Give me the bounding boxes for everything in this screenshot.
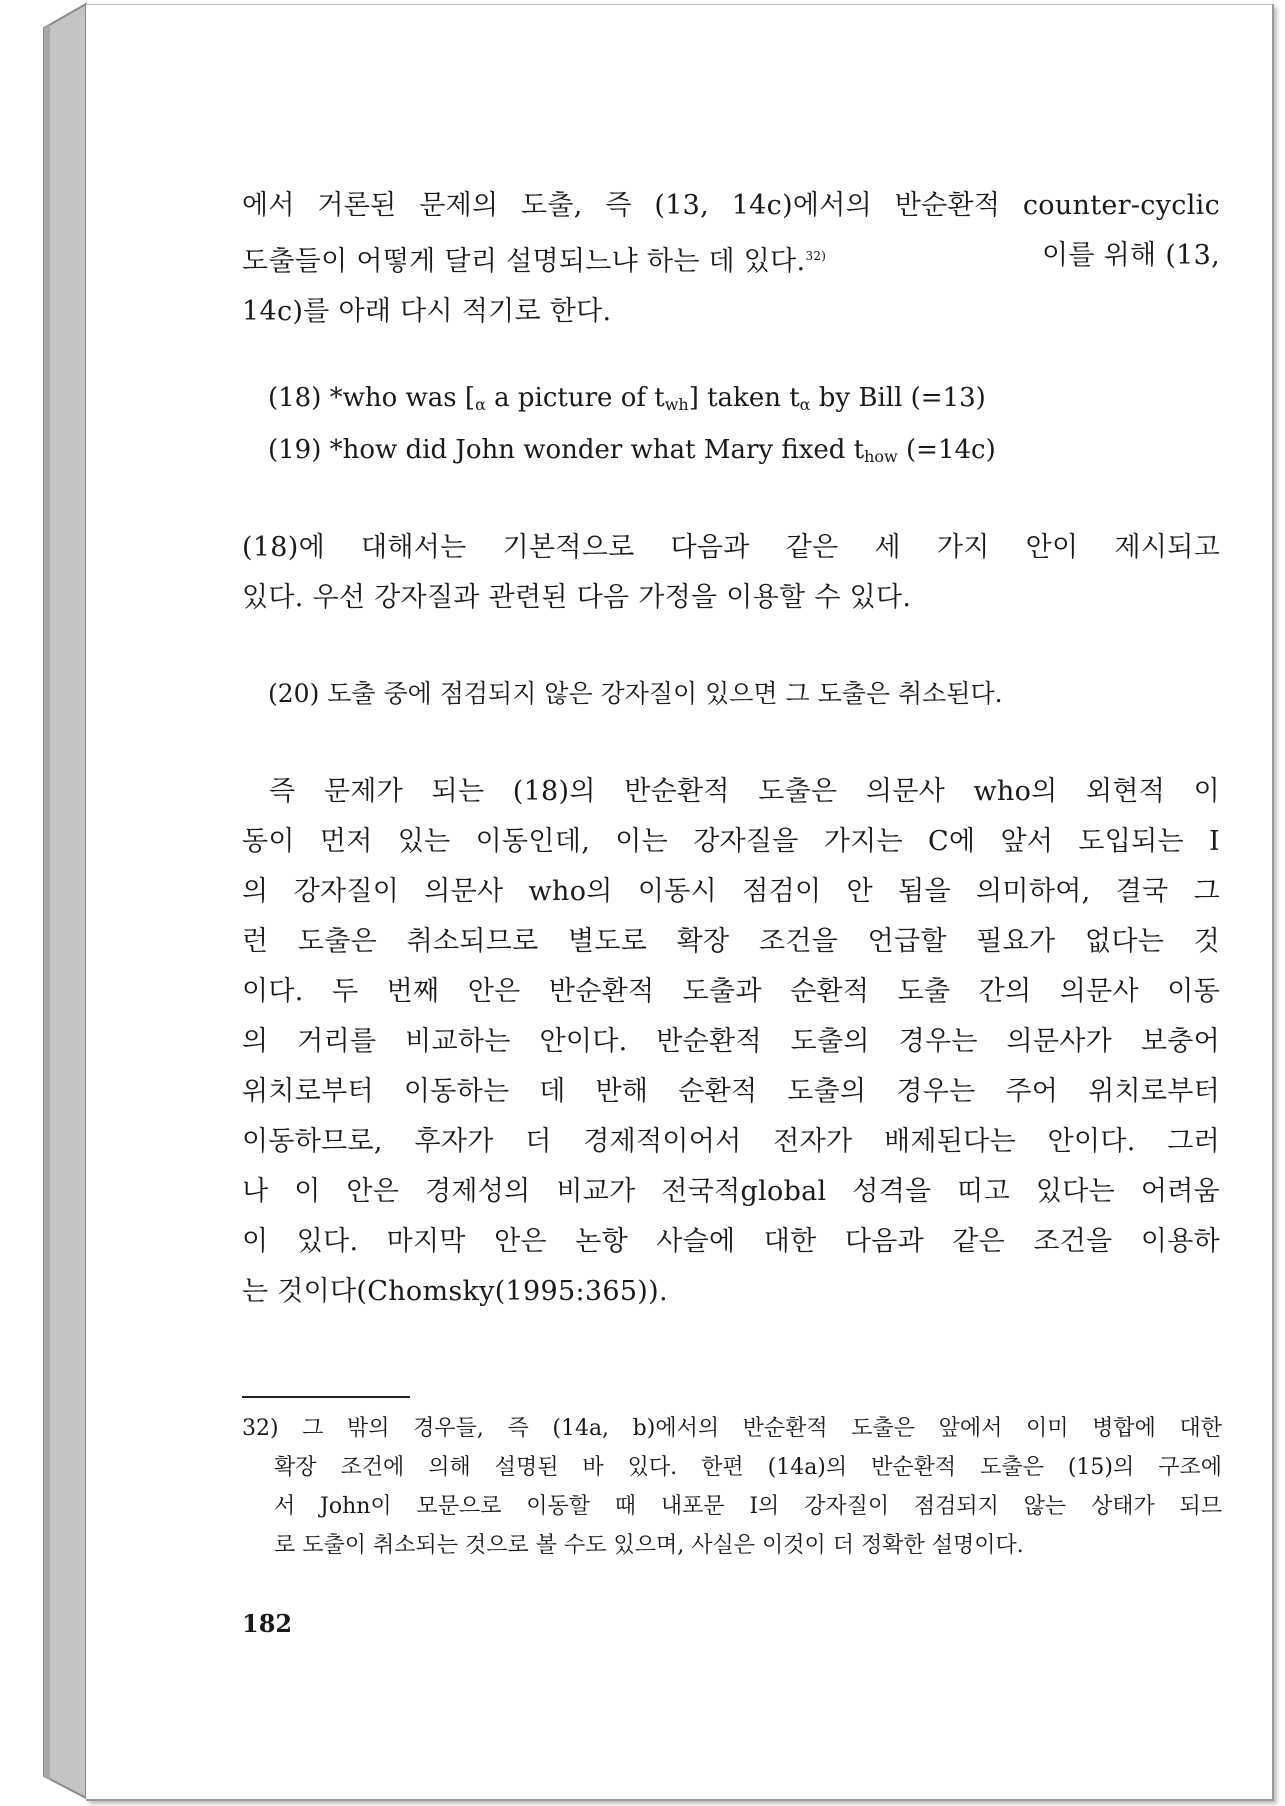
text-line: 즉 문제가 되는 (18)의 반순환적 도출은 의문사 who의 외현적 이 bbox=[269, 776, 1220, 807]
paragraph-3 bbox=[242, 767, 1220, 1317]
footnote-ref[interactable]: 32) bbox=[805, 249, 827, 263]
text-line: 이 있다. 마지막 안은 논항 사슬에 대한 다음과 같은 조건을 이용하 bbox=[242, 1226, 1220, 1257]
footnote-line: 확장 조건에 의해 설명된 바 있다. 한편 (14a)의 반순환적 도출은 (15)의 구조에 bbox=[274, 1455, 1222, 1480]
text-line: 이다. 두 번째 안은 반순환적 도출과 순환적 도출 간의 의문사 이동 bbox=[242, 976, 1220, 1007]
text-line: 이동하므로, 후자가 더 경제적이어서 전자가 배제된다는 안이다. 그러 bbox=[242, 1126, 1220, 1157]
book-page bbox=[86, 4, 1274, 1801]
text-line: 동이 먼저 있는 이동인데, 이는 강자질을 가지는 C에 앞서 도입되는 I bbox=[242, 826, 1220, 857]
text-line: 나 이 안은 경제성의 비교가 전국적global 성격을 띠고 있다는 어려움 bbox=[242, 1176, 1220, 1207]
text-segment: 도출들이 어떻게 달리 설명되느냐 하는 데 있다.$^{32)}$ bbox=[242, 246, 827, 277]
text-segment: 이를 위해 (13, bbox=[1042, 240, 1220, 271]
text-line: 있다. 우선 강자질과 관련된 다음 가정을 이용할 수 있다. bbox=[242, 582, 912, 613]
footnote-divider bbox=[242, 1396, 410, 1398]
text-line: 에서 거론된 문제의 도출, 즉 (13, 14c)에서의 반순환적 counter-cyclic bbox=[242, 190, 1220, 221]
footnote-32 bbox=[242, 1409, 1222, 1565]
text-line bbox=[242, 231, 1220, 287]
example-20: (20) 도출 중에 점검되지 않은 강자질이 있으면 그 도출은 취소된다. bbox=[268, 679, 1003, 708]
text-line: 런 도출은 취소되므로 별도로 확장 조건을 언급할 필요가 없다는 것 bbox=[242, 926, 1220, 957]
footnote-line: 로 도출이 취소되는 것으로 볼 수도 있으며, 사실은 이것이 더 정확한 설명이다. bbox=[274, 1533, 1024, 1558]
text-line: 는 것이다(Chomsky(1995:365)). bbox=[242, 1276, 668, 1307]
paragraph-1 bbox=[242, 181, 1220, 337]
footnote-line: 서 John이 모문으로 이동할 때 내포문 I의 강자질이 점검되지 않는 상태가 되므 bbox=[274, 1494, 1222, 1519]
footnote-line: 32) 그 밖의 경우들, 즉 (14a, b)에서의 반순환적 도출은 앞에서 이미 병합에 대한 bbox=[242, 1416, 1222, 1441]
paragraph-2 bbox=[242, 523, 1220, 623]
example-18: (18) *who was [$_\alpha$ a picture of $t_{wh}$] taken $t_\alpha$ by Bill (=13) bbox=[268, 383, 986, 414]
example-19: (19) *how did John wonder what Mary fixed $t_{how}$ (=14c) bbox=[268, 435, 996, 466]
text-line: (18)에 대해서는 기본적으로 다음과 같은 세 가지 안이 제시되고 bbox=[242, 532, 1220, 563]
text-line: 의 거리를 비교하는 안이다. 반순환적 도출의 경우는 의문사가 보충어 bbox=[242, 1026, 1220, 1057]
text-line: 위치로부터 이동하는 데 반해 순환적 도출의 경우는 주어 위치로부터 bbox=[242, 1076, 1220, 1107]
text-line: 의 강자질이 의문사 who의 이동시 점검이 안 됨을 의미하여, 결국 그 bbox=[242, 876, 1220, 907]
page-number: 182 bbox=[242, 1609, 293, 1638]
text-line: 14c)를 아래 다시 적기로 한다. bbox=[242, 296, 612, 327]
